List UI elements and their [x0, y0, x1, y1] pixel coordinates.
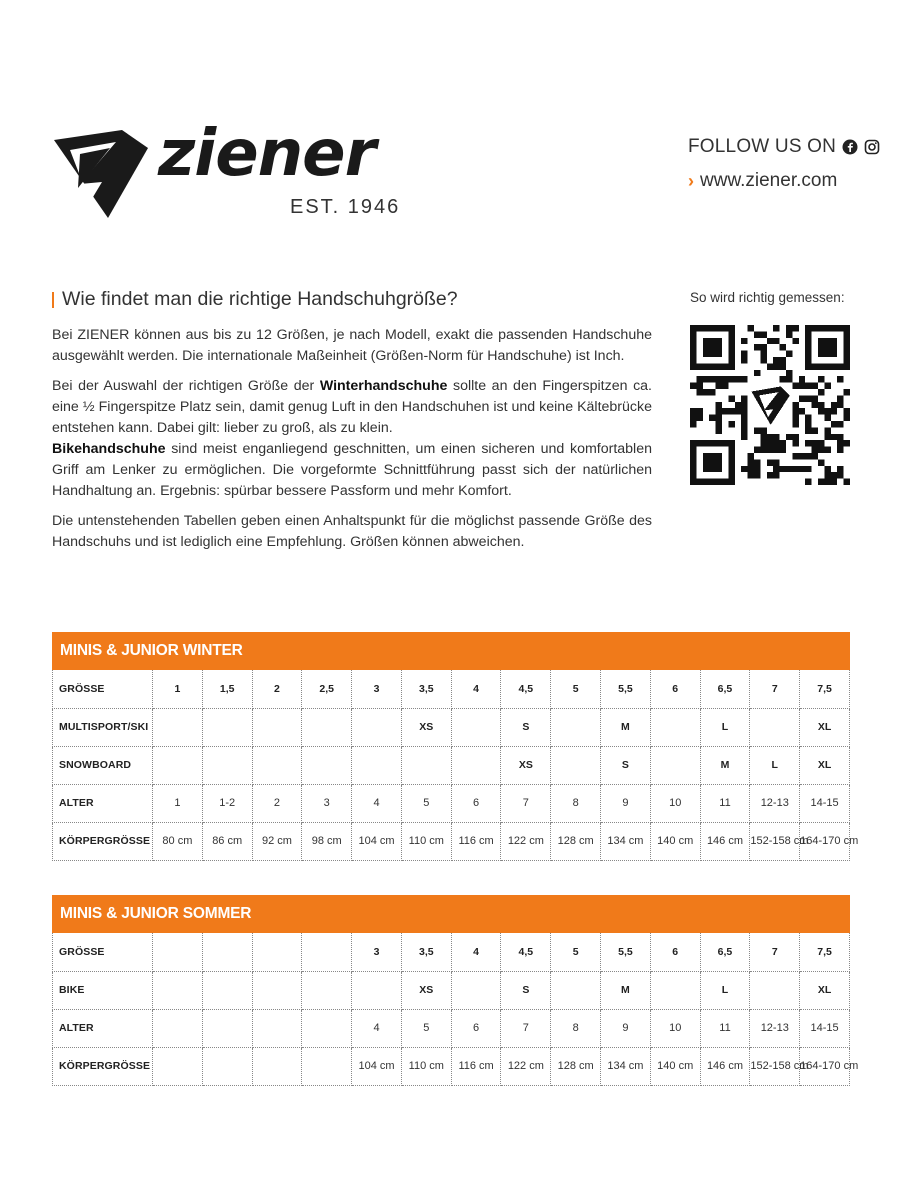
- table-cell: M: [601, 708, 651, 746]
- follow-us: [688, 136, 880, 158]
- table-row: [53, 784, 850, 822]
- table-cell: [252, 933, 302, 971]
- table-cell: [650, 708, 700, 746]
- website-url[interactable]: www.ziener.com: [700, 170, 838, 191]
- table-cell: 6: [451, 784, 501, 822]
- table-cell: 3: [352, 670, 402, 708]
- table-cell: [650, 971, 700, 1009]
- table-cell: [252, 708, 302, 746]
- table-cell: 4,5: [501, 933, 551, 971]
- follow-label: FOLLOW US ON: [688, 136, 837, 157]
- table-cell: XL: [800, 746, 850, 784]
- p3-bold-bike: Bikehandschuhe: [52, 441, 166, 457]
- table-row: [53, 670, 850, 708]
- table-cell: [202, 971, 252, 1009]
- table-cell: [302, 933, 352, 971]
- table-cell: 14-15: [800, 784, 850, 822]
- table-cell: 9: [601, 1009, 651, 1047]
- table-cell: 128 cm: [551, 1047, 601, 1085]
- table-cell: 104 cm: [352, 1047, 402, 1085]
- table-cell: [252, 1047, 302, 1085]
- table-cell: [302, 708, 352, 746]
- table-cell: 2,5: [302, 670, 352, 708]
- table-cell: 3,5: [401, 670, 451, 708]
- table-cell: [302, 971, 352, 1009]
- intro-paragraph-2: [52, 376, 652, 439]
- table-cell: 11: [700, 784, 750, 822]
- table-cell: 10: [650, 1009, 700, 1047]
- table-cell: [352, 746, 402, 784]
- table-cell: XL: [800, 708, 850, 746]
- table-cell: [750, 708, 800, 746]
- table-title: MINIS & JUNIOR SOMMER: [52, 895, 850, 933]
- table-cell: 98 cm: [302, 822, 352, 860]
- brand-name: ziener: [158, 117, 376, 191]
- table-cell: 6,5: [700, 933, 750, 971]
- table-cell: [451, 971, 501, 1009]
- table-cell: 110 cm: [401, 822, 451, 860]
- table-cell: [401, 746, 451, 784]
- table-cell: [650, 746, 700, 784]
- table-cell: M: [700, 746, 750, 784]
- p2-bold-winter: Winterhandschuhe: [319, 378, 448, 394]
- table-cell: 140 cm: [650, 822, 700, 860]
- heading-accent-bar: [52, 292, 54, 308]
- table-cell: [252, 1009, 302, 1047]
- table-cell: 164-170 cm: [800, 822, 850, 860]
- table-row: [53, 708, 850, 746]
- size-table-summer: [52, 895, 859, 1086]
- row-label: ALTER: [53, 1009, 153, 1047]
- brand-logo: [50, 117, 470, 223]
- table-cell: 4: [451, 933, 501, 971]
- table-cell: 8: [551, 1009, 601, 1047]
- website-link[interactable]: [688, 170, 837, 192]
- table-cell: 7: [750, 670, 800, 708]
- ziener-logo-icon: [50, 128, 150, 220]
- table-cell: 5,5: [601, 670, 651, 708]
- row-label: ALTER: [53, 784, 153, 822]
- table-cell: [451, 708, 501, 746]
- table-cell: 14-15: [800, 1009, 850, 1047]
- table-cell: [202, 1009, 252, 1047]
- table-cell: XS: [501, 746, 551, 784]
- table-cell: 8: [551, 784, 601, 822]
- table-cell: [352, 971, 402, 1009]
- table-cell: S: [501, 971, 551, 1009]
- table-title: MINIS & JUNIOR WINTER: [52, 632, 850, 670]
- table-row: [53, 746, 850, 784]
- table-cell: 3: [302, 784, 352, 822]
- intro-section: [52, 288, 652, 562]
- row-label: BIKE: [53, 971, 153, 1009]
- table-cell: L: [700, 971, 750, 1009]
- table-cell: 10: [650, 784, 700, 822]
- table-cell: [750, 971, 800, 1009]
- table-cell: 11: [700, 1009, 750, 1047]
- intro-paragraph-4: Die untenstehenden Tabellen geben einen Anhaltspunkt für die möglichst passende Größe des Handschuhs und ist lediglich eine Empfehlung. Größen können abweichen.: [52, 513, 652, 550]
- table-cell: [551, 708, 601, 746]
- table-cell: [153, 1009, 203, 1047]
- row-label: GRÖSSE: [53, 933, 153, 971]
- table-cell: 5: [551, 670, 601, 708]
- table-cell: [202, 1047, 252, 1085]
- row-label: SNOWBOARD: [53, 746, 153, 784]
- intro-paragraph-1: Bei ZIENER können aus bis zu 12 Größen, je nach Modell, exakt die passenden Handschuhe ausgewählt werden. Die internationale Maßeinheit (Größen-Norm für Handschuhe) ist Inch.: [52, 327, 652, 364]
- table-cell: 5,5: [601, 933, 651, 971]
- table-cell: [352, 708, 402, 746]
- table-cell: 2: [252, 670, 302, 708]
- table-row: [53, 822, 850, 860]
- table-cell: [153, 971, 203, 1009]
- size-grid: [52, 670, 859, 861]
- table-cell: 146 cm: [700, 1047, 750, 1085]
- table-cell: 5: [401, 1009, 451, 1047]
- table-cell: XS: [401, 708, 451, 746]
- table-cell: 1: [153, 670, 203, 708]
- table-cell: 6: [451, 1009, 501, 1047]
- table-cell: 164-170 cm: [800, 1047, 850, 1085]
- table-cell: [302, 1009, 352, 1047]
- table-cell: 6,5: [700, 670, 750, 708]
- facebook-icon[interactable]: [842, 139, 858, 155]
- table-cell: 4: [352, 1009, 402, 1047]
- table-cell: 7,5: [800, 933, 850, 971]
- table-cell: S: [501, 708, 551, 746]
- table-cell: 146 cm: [700, 822, 750, 860]
- table-cell: 7: [501, 784, 551, 822]
- table-cell: 2: [252, 784, 302, 822]
- table-cell: 122 cm: [501, 1047, 551, 1085]
- table-cell: 134 cm: [601, 822, 651, 860]
- table-cell: 9: [601, 784, 651, 822]
- table-cell: 140 cm: [650, 1047, 700, 1085]
- table-cell: 134 cm: [601, 1047, 651, 1085]
- table-cell: 152-158 cm: [750, 1047, 800, 1085]
- row-label: KÖRPERGRÖSSE: [53, 1047, 153, 1085]
- brand-established: EST. 1946: [290, 196, 401, 218]
- table-cell: L: [750, 746, 800, 784]
- table-cell: XS: [401, 971, 451, 1009]
- table-cell: [202, 933, 252, 971]
- table-cell: [153, 746, 203, 784]
- table-cell: [551, 746, 601, 784]
- table-cell: [302, 1047, 352, 1085]
- table-cell: 5: [551, 933, 601, 971]
- table-cell: 4: [451, 670, 501, 708]
- qr-label: So wird richtig gemessen:: [690, 290, 845, 305]
- table-cell: [153, 708, 203, 746]
- table-cell: [202, 746, 252, 784]
- table-cell: [153, 933, 203, 971]
- table-cell: 7: [750, 933, 800, 971]
- table-cell: 4: [352, 784, 402, 822]
- table-cell: 110 cm: [401, 1047, 451, 1085]
- table-cell: 7,5: [800, 670, 850, 708]
- intro-heading-text: Wie findet man die richtige Handschuhgröße?: [62, 288, 458, 310]
- table-cell: 4,5: [501, 670, 551, 708]
- table-cell: 1-2: [202, 784, 252, 822]
- table-row: [53, 1009, 850, 1047]
- table-row: [53, 971, 850, 1009]
- row-label: MULTISPORT/SKI: [53, 708, 153, 746]
- table-cell: S: [601, 746, 651, 784]
- table-cell: [451, 746, 501, 784]
- table-cell: [551, 971, 601, 1009]
- table-cell: XL: [800, 971, 850, 1009]
- row-label: GRÖSSE: [53, 670, 153, 708]
- p2-text-after: sollte an den Fingerspitzen ca. eine ½ Fingerspitze Platz sein, damit genug Luft in den Handschuhen ist und keine Kältebrücke entstehen kann. Dabei gilt: lieber zu groß, als zu klein.: [52, 378, 652, 436]
- p3-text-after: sind meist enganliegend geschnitten, um einen sicheren und komfortablen Griff am Lenker zu ermöglichen. Die vorgeformte Schnittführung passt sich der natürlichen Handhaltung an. Ergebnis: spürbar bessere Passform und mehr Komfort.: [52, 441, 652, 499]
- table-cell: 7: [501, 1009, 551, 1047]
- table-cell: 128 cm: [551, 822, 601, 860]
- intro-heading: [52, 288, 652, 311]
- table-cell: 104 cm: [352, 822, 402, 860]
- table-cell: 116 cm: [451, 822, 501, 860]
- table-cell: 80 cm: [153, 822, 203, 860]
- table-cell: 12-13: [750, 784, 800, 822]
- table-cell: 3: [352, 933, 402, 971]
- table-cell: [202, 708, 252, 746]
- table-cell: 5: [401, 784, 451, 822]
- table-cell: M: [601, 971, 651, 1009]
- table-row: [53, 933, 850, 971]
- table-cell: [252, 971, 302, 1009]
- size-grid: [52, 933, 859, 1086]
- instagram-icon[interactable]: [864, 139, 880, 155]
- chevron-right-icon: ›: [688, 170, 694, 191]
- table-cell: 6: [650, 670, 700, 708]
- qr-code-icon[interactable]: [690, 325, 850, 485]
- table-cell: 116 cm: [451, 1047, 501, 1085]
- table-cell: [153, 1047, 203, 1085]
- table-cell: 152-158 cm: [750, 822, 800, 860]
- table-cell: 12-13: [750, 1009, 800, 1047]
- table-cell: 122 cm: [501, 822, 551, 860]
- table-cell: 1,5: [202, 670, 252, 708]
- table-cell: [302, 746, 352, 784]
- table-cell: 3,5: [401, 933, 451, 971]
- table-cell: 1: [153, 784, 203, 822]
- p2-text-before: Bei der Auswahl der richtigen Größe der: [52, 378, 320, 394]
- table-cell: 86 cm: [202, 822, 252, 860]
- table-cell: 92 cm: [252, 822, 302, 860]
- table-cell: [252, 746, 302, 784]
- intro-paragraph-3: [52, 439, 652, 502]
- size-table-winter: [52, 632, 859, 861]
- row-label: KÖRPERGRÖSSE: [53, 822, 153, 860]
- table-cell: 6: [650, 933, 700, 971]
- table-cell: L: [700, 708, 750, 746]
- table-row: [53, 1047, 850, 1085]
